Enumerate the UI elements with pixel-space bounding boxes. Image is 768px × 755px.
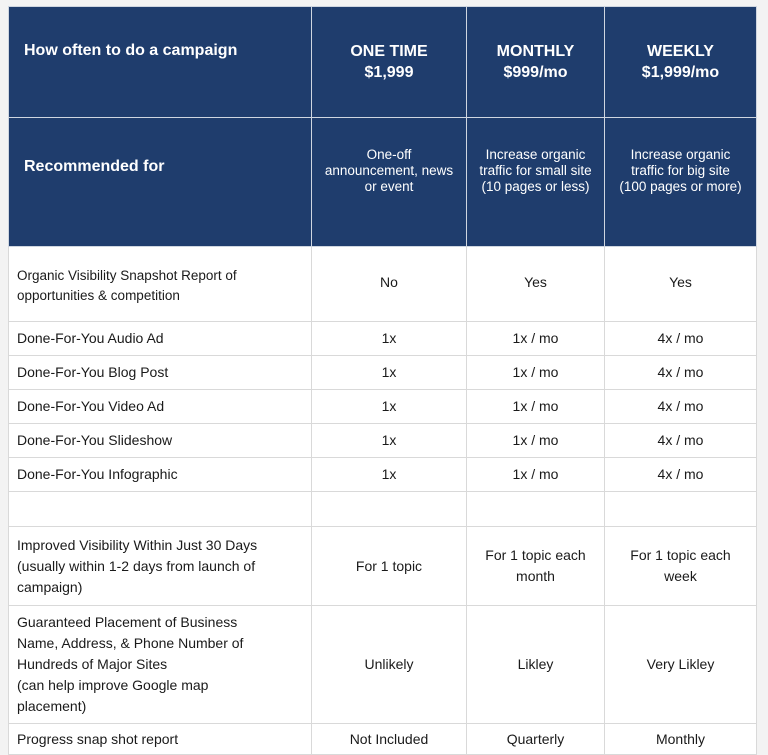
feature-line: Organic Visibility Snapshot Report of — [17, 268, 237, 283]
empty-cell — [467, 492, 605, 527]
recommended-line: (100 pages or more) — [619, 179, 742, 194]
recommended-label: Recommended for — [9, 118, 312, 247]
recommended-line: or event — [364, 179, 414, 194]
recommended-line: Increase organic — [630, 147, 731, 162]
feature-line: campaign) — [17, 578, 83, 595]
value-text: For 1 topic each week — [630, 547, 731, 584]
value-weekly: 4x / mo — [605, 322, 757, 356]
plan-weekly — [605, 7, 757, 118]
value-one-time: 1x — [312, 390, 467, 424]
recommended-line: Increase organic — [485, 147, 586, 162]
value-monthly: Quarterly — [467, 724, 605, 755]
plan-name: MONTHLY — [496, 43, 575, 60]
spacer-row — [9, 492, 757, 527]
value-one-time: 1x — [312, 322, 467, 356]
feature-cell: Done-For-You Video Ad — [9, 390, 312, 424]
pricing-table — [8, 6, 757, 755]
value-monthly: 1x / mo — [467, 356, 605, 390]
value-weekly: Very Likley — [605, 606, 757, 724]
feature-cell: Done-For-You Blog Post — [9, 356, 312, 390]
table-row — [9, 424, 757, 458]
table-row — [9, 322, 757, 356]
value-monthly: Yes — [467, 247, 605, 322]
feature-line: (usually within 1-2 days from launch of — [17, 557, 256, 574]
empty-cell — [9, 492, 312, 527]
recommended-line: announcement, news — [324, 163, 454, 178]
plan-one-time — [312, 7, 467, 118]
value-one-time: Not Included — [312, 724, 467, 755]
value-text: For 1 topic each month — [485, 547, 586, 584]
plan-header-row — [9, 7, 757, 118]
value-one-time: For 1 topic — [312, 527, 467, 606]
recommended-monthly — [467, 118, 605, 247]
feature-cell: Done-For-You Slideshow — [9, 424, 312, 458]
value-one-time: No — [312, 247, 467, 322]
value-one-time: 1x — [312, 458, 467, 492]
value-weekly: 4x / mo — [605, 390, 757, 424]
plan-monthly — [467, 7, 605, 118]
value-one-time: 1x — [312, 424, 467, 458]
pricing-comparison — [8, 6, 756, 755]
feature-line: Hundreds of Major Sites — [17, 656, 168, 672]
feature-line: (can help improve Google map — [17, 677, 209, 693]
table-row — [9, 390, 757, 424]
value-weekly: 4x / mo — [605, 356, 757, 390]
feature-line: Name, Address, & Phone Number of — [17, 635, 244, 651]
feature-cell: Done-For-You Infographic — [9, 458, 312, 492]
value-monthly: Likley — [467, 606, 605, 724]
value-monthly: 1x / mo — [467, 390, 605, 424]
plan-name: ONE TIME — [350, 43, 428, 60]
value-weekly — [605, 527, 757, 606]
plan-price: $1,999 — [364, 64, 414, 81]
recommended-weekly — [605, 118, 757, 247]
table-row — [9, 458, 757, 492]
plan-price: $999/mo — [503, 64, 568, 81]
value-monthly: 1x / mo — [467, 322, 605, 356]
value-weekly: 4x / mo — [605, 424, 757, 458]
feature-cell — [9, 606, 312, 724]
empty-cell — [312, 492, 467, 527]
recommended-line: One-off — [366, 147, 412, 162]
value-one-time: Unlikely — [312, 606, 467, 724]
table-row — [9, 247, 757, 322]
value-monthly: 1x / mo — [467, 458, 605, 492]
plan-name: WEEKLY — [647, 43, 714, 60]
table-row — [9, 606, 757, 724]
recommended-line: traffic for small site — [479, 163, 592, 178]
feature-line: opportunities & competition — [17, 288, 180, 303]
feature-line: Improved Visibility Within Just 30 Days — [17, 536, 258, 553]
feature-cell: Progress snap shot report — [9, 724, 312, 755]
value-monthly: 1x / mo — [467, 424, 605, 458]
feature-cell — [9, 527, 312, 606]
value-monthly — [467, 527, 605, 606]
value-one-time: 1x — [312, 356, 467, 390]
frequency-label: How often to do a campaign — [9, 7, 312, 118]
value-weekly: Monthly — [605, 724, 757, 755]
feature-cell: Done-For-You Audio Ad — [9, 322, 312, 356]
recommended-line: (10 pages or less) — [481, 179, 590, 194]
value-weekly: Yes — [605, 247, 757, 322]
empty-cell — [605, 492, 757, 527]
table-row — [9, 356, 757, 390]
feature-cell — [9, 247, 312, 322]
recommended-one-time — [312, 118, 467, 247]
table-row — [9, 527, 757, 606]
table-row — [9, 724, 757, 755]
feature-line: placement) — [17, 698, 87, 714]
feature-line: Guaranteed Placement of Business — [17, 614, 238, 630]
plan-price: $1,999/mo — [641, 64, 720, 81]
value-weekly: 4x / mo — [605, 458, 757, 492]
recommended-line: traffic for big site — [631, 163, 730, 178]
recommended-row — [9, 118, 757, 247]
